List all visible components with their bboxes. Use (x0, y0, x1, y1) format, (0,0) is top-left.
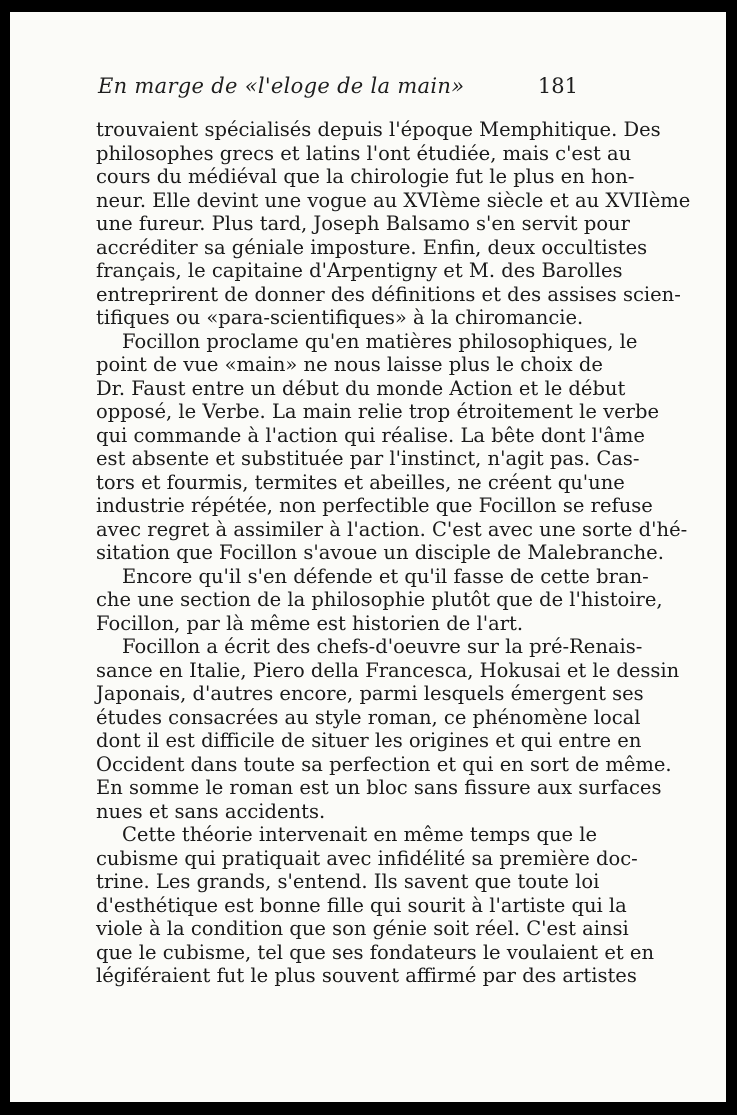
book-page (10, 12, 726, 1102)
text-line: che une section de la philosophie plutôt que de l'histoire, (96, 588, 663, 611)
text-line: qui commande à l'action qui réalise. La bête dont l'âme (96, 423, 645, 447)
paragraph (96, 118, 691, 330)
text-line: tifiques ou «para-scientifiques» à la chiromancie. (96, 306, 584, 329)
text-line: opposé, le Verbe. La main relie trop étroitement le verbe (96, 400, 660, 423)
text-line: cours du médiéval que la chirologie fut le plus en hon- (96, 165, 635, 188)
text-line: neur. Elle devint une vogue au XVIème siècle et au XVIIème (96, 188, 691, 212)
page-header (98, 74, 578, 104)
text-line: nues et sans accidents. (96, 799, 326, 823)
text-line: entreprirent de donner des définitions et des assises scien- (96, 282, 681, 306)
text-line: industrie répétée, non perfectible que Focillon se refuse (96, 494, 653, 517)
page-number: 181 (537, 74, 578, 98)
text-line: Cette théorie intervenait en même temps que le (122, 823, 598, 846)
paragraph (96, 564, 663, 636)
text-line: que le cubisme, tel que ses fondateurs le voulaient et en (96, 940, 655, 964)
text-line: dont il est difficile de situer les origines et qui entre en (96, 729, 642, 752)
text-line: Focillon proclame qu'en matières philosophiques, le (122, 329, 638, 353)
text-line: point de vue «main» ne nous laisse plus le choix de (96, 353, 603, 376)
text-line: En somme le roman est un bloc sans fissure aux surfaces (96, 776, 662, 799)
text-line: légiféraient fut le plus souvent affirmé par des artistes (96, 964, 637, 987)
text-line: philosophes grecs et latins l'ont étudiée, mais c'est au (96, 141, 632, 165)
text-line: trine. Les grands, s'entend. Ils savent que toute loi (96, 870, 600, 893)
text-line: cubisme qui pratiquait avec infidélité sa première doc- (96, 846, 638, 870)
text-line: sance en Italie, Piero della Francesca, Hokusai et le dessin (96, 658, 680, 682)
text-line: Occident dans toute sa perfection et qui en sort de même. (96, 752, 672, 776)
text-line: avec regret à assimiler à l'action. C'est avec une sorte d'hé- (96, 517, 688, 541)
text-line: viole à la condition que son génie soit réel. C'est ainsi (96, 917, 629, 940)
text-line: Focillon, par là même est historien de l'art. (96, 611, 524, 635)
text-line: Encore qu'il s'en défende et qu'il fasse de cette bran- (122, 564, 649, 588)
text-line: études consacrées au style roman, ce phénomène local (96, 705, 641, 729)
paragraph (96, 635, 680, 823)
text-line: d'esthétique est bonne fille qui sourit à l'artiste qui la (96, 893, 627, 917)
text-line: Japonais, d'autres encore, parmi lesquels émergent ses (96, 682, 644, 705)
text-line: est absente et substituée par l'instinct, n'agit pas. Cas- (96, 447, 640, 470)
text-line: une fureur. Plus tard, Joseph Balsamo s'en servit pour (96, 212, 630, 235)
text-line: sitation que Focillon s'avoue un disciple de Malebranche. (96, 541, 664, 564)
text-line: français, le capitaine d'Arpentigny et M. des Barolles (96, 259, 623, 282)
text-line: accréditer sa géniale imposture. Enfin, deux occultistes (96, 235, 648, 259)
paragraph (96, 823, 655, 988)
text-line: Focillon a écrit des chefs-d'oeuvre sur la pré-Renais- (122, 635, 643, 658)
body-text (96, 118, 691, 988)
text-line: trouvaient spécialisés depuis l'époque Memphitique. Des (96, 118, 661, 141)
text-line: Dr. Faust entre un début du monde Action et le début (96, 376, 626, 400)
running-title: En marge de «l'eloge de la main» (98, 74, 465, 98)
text-line: tors et fourmis, termites et abeilles, ne créent qu'une (96, 470, 625, 494)
paragraph (96, 329, 688, 565)
